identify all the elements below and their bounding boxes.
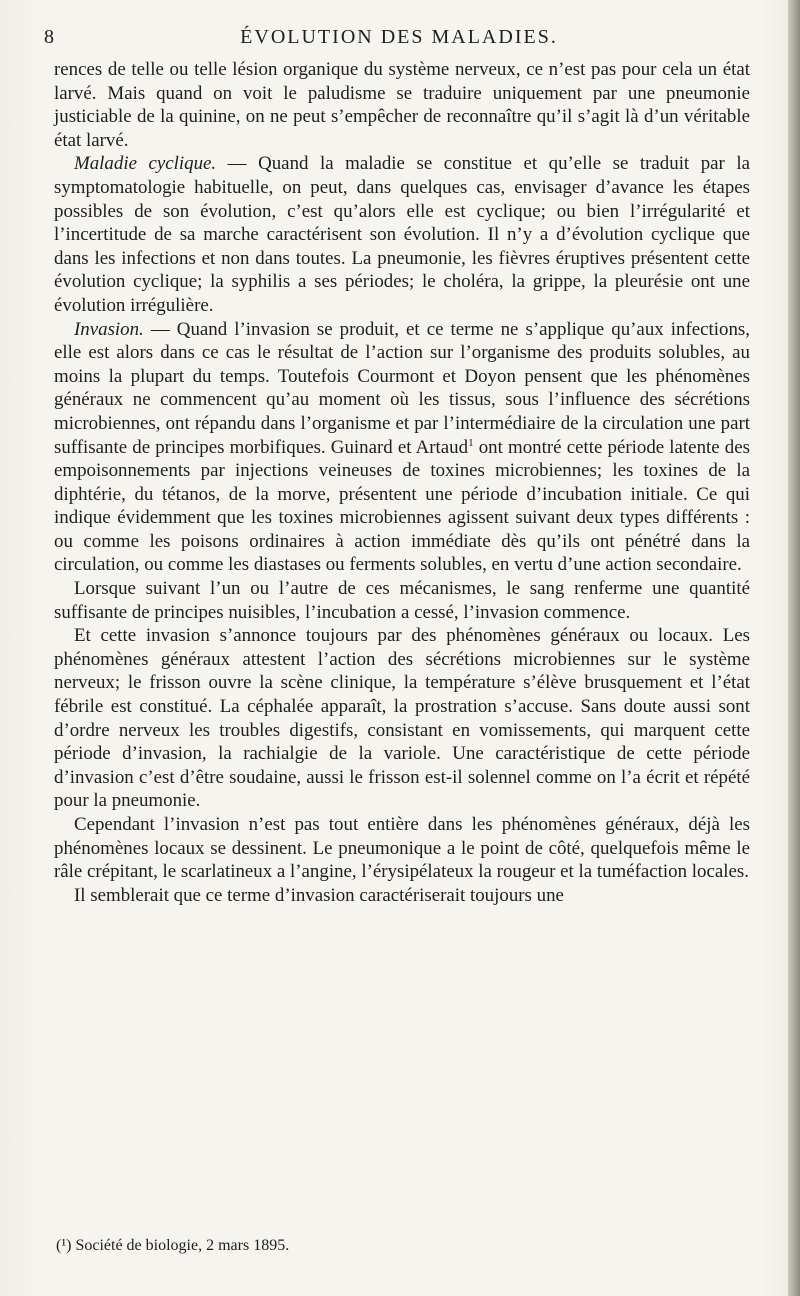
footnote-marker: (¹) <box>56 1237 72 1254</box>
footnote-reference: 1 <box>468 436 474 449</box>
paragraph-continuation <box>54 58 750 152</box>
section-heading-maladie-cyclique: Maladie cyclique. <box>74 153 217 175</box>
paragraph-il-semblerait <box>54 884 750 908</box>
paragraph-text: — Quand la maladie se constitue et qu’elle se traduit par la symptomatologie habituelle, on peut, dans quelques cas, envisager d’avance les étapes possibles de son évolution, c’est qu’alors elle est cyclique; ou bien l’irrégularité et l’incertitude de sa marche caractérisent son évolution. Il n’y a d’évolution cyclique que dans les infections et non dans toutes. La pneumonie, les fièvres éruptives présentent cette évolution cyclique; la syphilis a ses périodes; le choléra, la grippe, la pleurésie ont une évolution irrégulière. <box>54 153 750 316</box>
paragraph-maladie-cyclique <box>54 152 750 317</box>
paragraph-text: — Quand l’invasion se produit, et ce terme ne s’applique qu’aux infections, elle est alors dans ce cas le résultat de l’action sur l’organisme des produits solubles, au moins la plupart du temps. Toutefois Courmont et Doyon pensent que les phénomènes généraux ne commencent qu’au moment où les tissus, sous l’influence des sécrétions microbiennes, ont répandu dans l’organisme et par l’intermédiaire de la circulation une part suffisante de principes morbifiques. Guinard et Artaud <box>54 318 750 458</box>
paragraph-et-cette-invasion <box>54 624 750 813</box>
footnote <box>56 1236 746 1256</box>
paragraph-text: Et cette invasion s’annonce toujours par des phénomènes généraux ou locaux. Les phénomènes généraux attestent l’action des sécrétions microbiennes sur le système nerveux; le frisson ouvre la scène clinique, la température s’élève brusquement et l’état fébrile est constitué. La céphalée apparaît, la prostration s’accuse. Sans doute aussi sont d’ordre nerveux les troubles digestifs, consistant en vomissements, qui marquent cette période d’invasion, la rachialgie de la variole. Une caractéristique de cette période d’invasion c’est d’être soudaine, aussi le frisson est-il solennel comme on l’a écrit et répété pour la pneumonie. <box>54 625 750 812</box>
paragraph-text: Il semblerait que ce terme d’invasion caractériserait toujours une <box>74 884 564 906</box>
page-edge-shadow <box>788 0 800 1296</box>
footnote-text: Société de biologie, 2 mars 1895. <box>71 1237 290 1254</box>
running-title: ÉVOLUTION DES MALADIES. <box>240 26 558 48</box>
paragraph-text: ont montré cette période latente des empoisonnements par injections veineuses de toxines microbiennes; les toxines de la diphtérie, du tétanos, de la morve, présentent une période d’incubation initiale. Ce qui indique évidemment que les toxines microbiennes agissent suivant deux types différents : ou comme les poisons ordinaires à action immédiate dès qu’ils ont pénétré dans la circulation, ou comme les diastases ou ferments solubles, en vertu d’une action secondaire. <box>54 436 750 576</box>
paragraph-lorsque <box>54 577 750 624</box>
paragraph-text: Cependant l’invasion n’est pas tout entière dans les phénomènes généraux, déjà les phénomènes locaux se dessinent. Le pneumonique a le point de côté, quelquefois même le râle crépitant, le scarlatineux a l’angine, l’érysipélateux la rougeur et la tuméfaction locales. <box>54 814 750 883</box>
section-heading-invasion: Invasion. <box>74 318 144 340</box>
paragraph-text: rences de telle ou telle lésion organique du système nerveux, ce n’est pas pour cela un état larvé. Mais quand on voit le paludisme se traduire uniquement par une pneumonie justiciable de la quinine, on ne peut s’empêcher de reconnaître qu’il s’agit là d’un véritable état larvé. <box>54 59 750 151</box>
paragraph-invasion <box>54 318 750 578</box>
paragraph-cependant <box>54 813 750 884</box>
page-number: 8 <box>44 26 55 48</box>
body-text <box>54 58 750 907</box>
paragraph-text: Lorsque suivant l’un ou l’autre de ces mécanismes, le sang renferme une quantité suffisante de principes nuisibles, l’incubation a cessé, l’invasion commence. <box>54 578 750 623</box>
page-header <box>44 26 754 52</box>
